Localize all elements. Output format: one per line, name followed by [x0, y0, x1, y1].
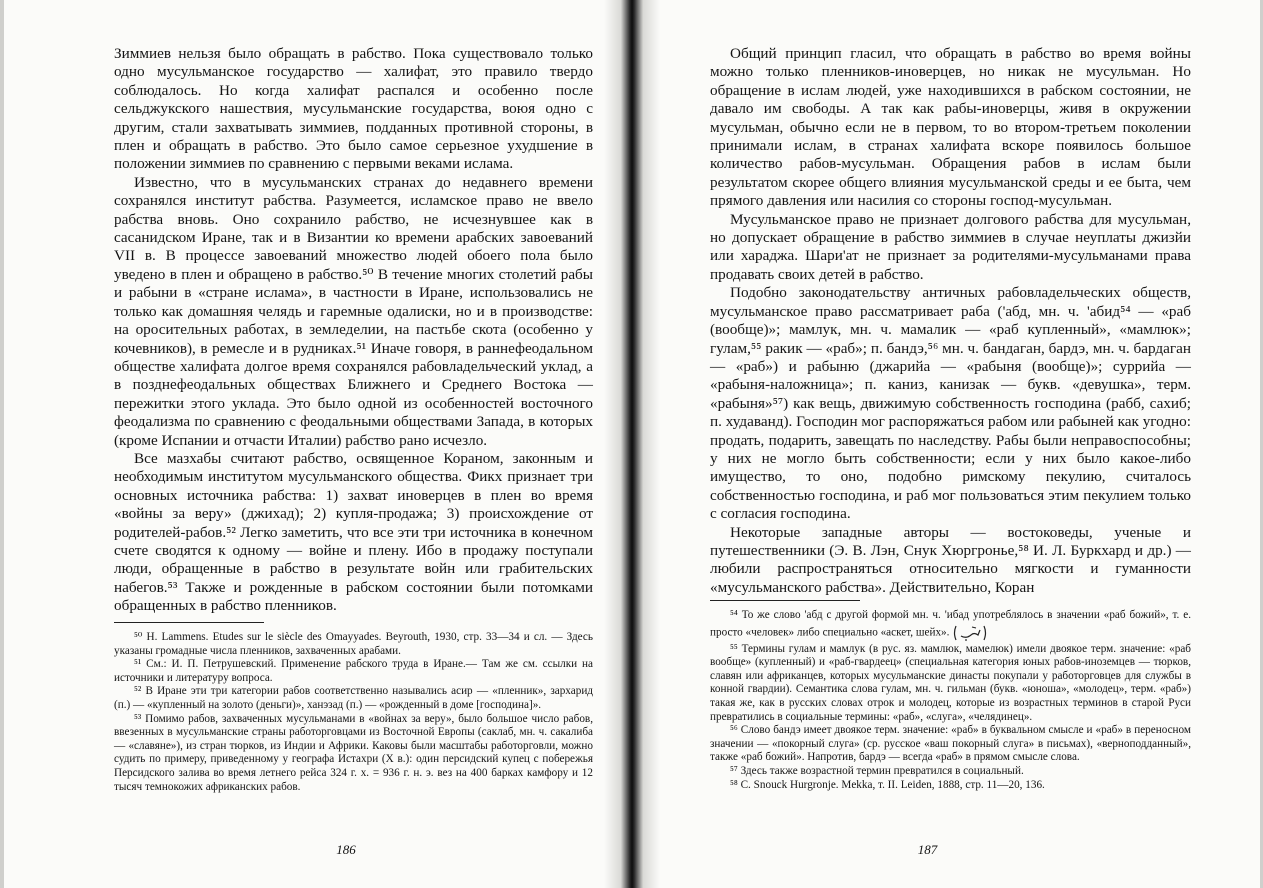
- footnote-58: ⁵⁸ C. Snouck Hurgronje. Mekka, т. II. Leiden, 1888, стр. 11—20, 136.: [730, 778, 1045, 791]
- left-page-number: 186: [336, 842, 356, 857]
- arabic-ibad-glyph-icon: [952, 623, 988, 643]
- left-footnote-rule: [114, 622, 264, 623]
- right-page: [632, 0, 1263, 888]
- footnote-57: ⁵⁷ Здесь также возрастной термин превратился в социальный.: [730, 764, 1024, 777]
- left-body-text: [114, 45, 593, 616]
- footnote-56: ⁵⁶ Слово бандэ имеет двоякое терм. значение: «раб» в буквальном смысле и «раб» в переносном значении — «покорный слуга» (ср. русское «ваш покорный слуга» в письмах), «верноподданный», также «раб божий». Напротив, бардэ — всегда «раб» в прямом смысле слова.: [710, 724, 1191, 764]
- footnote-55: ⁵⁵ Термины гулам и мамлук (в рус. яз. мамлюк, мамелюк) имели двоякое терм. значение: «раб вообще» (купленный) и «раб-гвардеец» (специальная категория юных рабов-иноземцев — тюрков, славян или африканцев, которых мусульманские династы покупали у работорговцев для службы в конной гвардии). Семантика слова гулам, мн. ч. гильман (букв. «юноша», «молодец», терм. «раб») такая же, как в русских словах отрок и молодец, которые из возрастных терминов в старой Руси превратились в социальные термины: «раб», «слуга», «челядинец».: [710, 642, 1191, 723]
- footnote-50: ⁵⁰ H. Lammens. Etudes sur le siècle des Omayyades. Beyrouth, 1930, стр. 33—34 и сл. — Здесь указаны громадные числа пленников, захваченных арабами.: [114, 631, 593, 657]
- footnote-52: ⁵² В Иране эти три категории рабов соответственно назывались асир — «пленник», зархарид (п.) — «купленный на золото (деньги)», ханэзад (п.) — «рожденный в доме [господина]».: [114, 685, 593, 711]
- left-paragraph-1: Зиммиев нельзя было обращать в рабство. Пока существовало только одно мусульманское государство — халифат, это правило твердо соблюдалось. Но когда халифат распался и особенно после сельджукского нашествия, мусульманские государства, воюя одно с другим, стали захватывать зиммиев, подданных противной стороны, в плен и обращать в рабство. Это было самое серьезное ухудшение в положении зиммиев по сравнению с первыми веками ислама.: [114, 45, 593, 173]
- right-paragraph-1: Общий принцип гласил, что обращать в рабство во время войны можно только пленников-иноверцев, но никак не мусульман. Но обращение в ислам людей, уже находившихся в рабском состоянии, не давало им свободы. А так как рабы-иноверцы, живя в окружении мусульман, обычно если не в первом, то во втором-третьем поколении принимали ислам, в странах халифата вскоре появилось большое количество рабов-мусульман. Обращения рабов в ислам были результатом скорее общего влияния мусульманской среды и ее быта, чем прямого давления или насилия со стороны господ-мусульман.: [710, 45, 1191, 210]
- footnote-53: ⁵³ Помимо рабов, захваченных мусульманами в «войнах за веру», было большое число рабов, ввезенных в мусульманские страны работорговцами из Восточной Европы (саклаб, мн. ч. сакалиба — «славяне»), из стран тюрков, из Индии и Африки. Каковы были масштабы работорговли, можно судить по примеру, приведенному у географа Истахри (X в.): один персидский купец с побережья Персидского залива во время летнего рейса 324 г. х. = 936 г. н. э. вез на 400 барках камфору и 12 тысяч темнокожих африканских рабов.: [114, 712, 593, 793]
- left-paragraph-3: Все мазхабы считают рабство, освященное Кораном, законным и необходимым институтом мусульманского общества. Фикх признает три основных источника рабства: 1) захват иноверцев в плен во время «войны за веру» (джихад); 2) купля-продажа; 3) происхождение от родителей-рабов.⁵² Легко заметить, что все эти три источника в конечном счете сводятся к одному — войне и плену. Ибо в продажу поступали люди, обращенные в рабство в результате войн или грабительских набегов.⁵³ Также и рожденные в рабском состоянии были потомками обращенных в рабство пленников.: [114, 449, 593, 615]
- footnote-54: [710, 609, 1191, 643]
- left-page-edge: [0, 0, 4, 888]
- right-paragraph-4: Некоторые западные авторы — востоковеды, ученые и путешественники (Э. В. Лэн, Снук Хюргронье,⁵⁸ И. Л. Буркхард и др.) — любили распространяться относительно мягкости и гуманности «мусульманского рабства». Действительно, Коран: [710, 523, 1191, 596]
- right-paragraph-3: Подобно законодательству античных рабовладельческих обществ, мусульманское право рассматривает раба ('абд, мн. ч. 'абид⁵⁴ — «раб (вообще)»; мамлук, мн. ч. мамалик — «раб купленный», «мамлюк»; гулам,⁵⁵ ракик — «раб»; п. бандэ,⁵⁶ мн. ч. бандаган, бардэ, мн. ч. бардаган — «раб») и рабыню (джарийа — «рабыня (вообще)»; суррийа — «рабыня-наложница»; п. каниз, канизак — букв. «девушка», терм. «рабыня»⁵⁷) как вещь, движимую собственность господина (рабб, сахиб; п. худаванд). Господин мог распоряжаться рабом или рабыней как угодно: продать, подарить, завещать по наследству. Рабы были неправоспособны; у них не могло быть собственности; если у них было какое-либо имущество, то оно, подобно римскому пекулию, считалось собственностью господина, и раб мог пользоваться этим пекулием только с согласия господина.: [710, 284, 1191, 523]
- right-footnotes: [710, 609, 1191, 792]
- footnote-51: ⁵¹ См.: И. П. Петрушевский. Применение рабского труда в Иране.— Там же см. ссылки на источники и литературу вопроса.: [114, 658, 593, 684]
- left-footnotes: [114, 631, 593, 794]
- footnote-54-text: ⁵⁴ То же слово 'абд с другой формой мн. ч. 'ибад употреблялось в значении «раб божий», т. е. просто «человек» либо специально «аскет, шейх».: [710, 609, 1191, 639]
- right-footnote-rule: [710, 600, 860, 601]
- book-gutter: [604, 0, 660, 888]
- right-page-number: 187: [917, 842, 938, 857]
- left-paragraph-2: Известно, что в мусульманских странах до недавнего времени сохранялся институт рабства. Разумеется, исламское право не ввело рабства вновь. Оно сохранило рабство, не исчезнувшее как в сасанидском Иране, так и в Византии ко времени арабских завоеваний VII в. В процессе завоеваний множество людей обоего пола было уведено в плен и обращено в рабство.⁵⁰ В течение многих столетий рабы и рабыни в «стране ислама», в частности в Иране, использовались не только как домашняя челядь и гаремные одалиски, но и в производстве: на оросительных работах, в земледелии, на пастьбе скота (особенно у кочевников), в ремесле и в рудниках.⁵¹ Иначе говоря, в раннефеодальном обществе халифата долгое время сохранялся рабовладельческий уклад, а в позднефеодальных обществах Ближнего и Среднего Востока — пережитки этого уклада. Это было одной из особенностей восточного феодализма по сравнению с феодальными обществами Запада, в которых (кроме Испании и отчасти Италии) рабство рано исчезло.: [114, 173, 593, 449]
- right-body-text: [710, 45, 1191, 597]
- right-paragraph-2: Мусульманское право не признает долгового рабства для мусульман, но допускает обращение в рабство зиммиев в случае неуплаты джизйи или хараджа. Шари'ат не признает за родителями-мусульманами права продавать своих детей в рабство.: [710, 210, 1191, 283]
